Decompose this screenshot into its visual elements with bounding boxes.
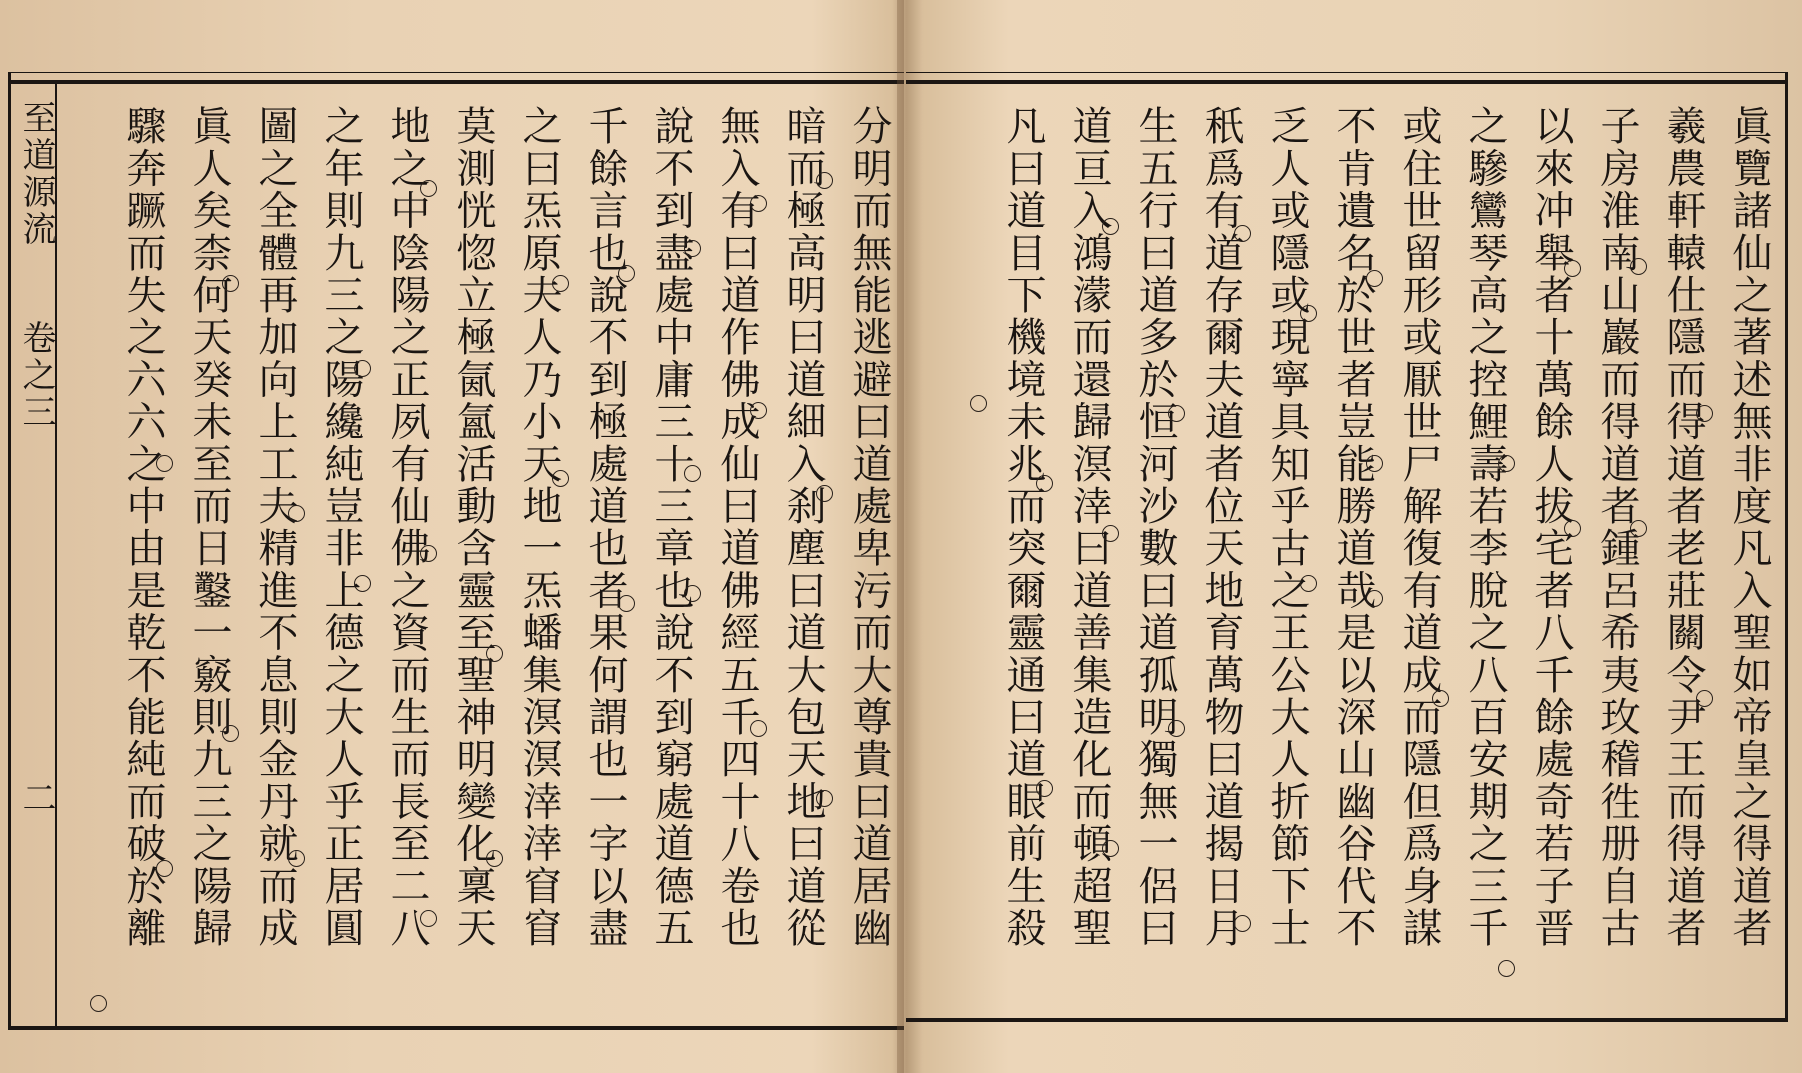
right-column-8: 乏人或隱或現寧具知乎古之王公大人折節下士: [1264, 105, 1310, 949]
punctuation-circle: [1630, 258, 1647, 275]
left-page-bottom-rule: [8, 1026, 904, 1030]
punctuation-circle: [354, 575, 371, 592]
right-column-4: 以來冲舉者十萬餘人拔宅者八千餘處奇若子晋: [1528, 105, 1574, 949]
punctuation-circle: [750, 195, 767, 212]
punctuation-circle: [1432, 690, 1449, 707]
punctuation-circle: [1168, 405, 1185, 422]
punctuation-circle: [420, 910, 437, 927]
left-page-top-rule: [8, 80, 904, 84]
punctuation-circle: [1498, 455, 1515, 472]
hanxin-title: 至道源流: [16, 100, 56, 248]
left-column-12: 驟奔蹶而失之六六之中由是乾不能純而破於離: [120, 105, 166, 949]
punctuation-circle: [1366, 590, 1383, 607]
punctuation-circle: [156, 455, 173, 472]
punctuation-circle: [1564, 520, 1581, 537]
punctuation-circle: [288, 505, 305, 522]
punctuation-circle: [1498, 960, 1515, 977]
punctuation-circle: [750, 402, 767, 419]
left-column-10: 圖之全體再加向上工夫精進不息則金丹就而成: [252, 105, 298, 949]
left-column-2: 暗而極高明曰道細入刹塵曰道大包天地曰道從: [780, 105, 826, 949]
punctuation-circle: [288, 850, 305, 867]
punctuation-circle: [222, 275, 239, 292]
punctuation-circle: [420, 545, 437, 562]
right-column-11: 道亘入鴻濛而還歸溟涬曰道善集造化而頓超聖: [1066, 105, 1112, 949]
punctuation-circle: [486, 645, 503, 662]
punctuation-circle: [684, 465, 701, 482]
punctuation-circle: [354, 360, 371, 377]
punctuation-circle: [1696, 690, 1713, 707]
punctuation-circle: [684, 585, 701, 602]
punctuation-circle: [1234, 915, 1251, 932]
punctuation-circle: [816, 790, 833, 807]
left-column-1: 分明而無能逃避曰道處卑污而大尊貴曰道居幽: [846, 105, 892, 949]
punctuation-circle: [684, 240, 701, 257]
left-column-7: 莫測恍惚立極氤氳活動含靈至聖神明變化稟天: [450, 105, 496, 949]
right-column-5: 之驂鸞琴高之控鯉壽若李脫之八百安期之三千: [1462, 105, 1508, 949]
right-column-9: 秖爲有道存爾夫道者位天地育萬物曰道揭日月: [1198, 105, 1244, 949]
right-column-6: 或住世留形或厭世尸解復有道成而隱但爲身謀: [1396, 105, 1442, 949]
punctuation-circle: [1630, 520, 1647, 537]
punctuation-circle: [618, 265, 635, 282]
punctuation-circle: [1300, 305, 1317, 322]
punctuation-circle: [222, 725, 239, 742]
punctuation-circle: [750, 720, 767, 737]
punctuation-circle: [156, 860, 173, 877]
punctuation-circle: [90, 995, 107, 1012]
punctuation-circle: [816, 172, 833, 189]
right-column-1: 眞覽諸仙之著述無非度凡入聖如帝皇之得道者: [1726, 105, 1772, 949]
left-column-11: 眞人矣柰何天癸未至而日鑿一竅則九三之陽歸: [186, 105, 232, 949]
right-page: [902, 0, 1802, 1073]
punctuation-circle: [1234, 225, 1251, 242]
right-page-outer-rule: [1785, 72, 1788, 1022]
left-column-6: 之曰炁原夫人乃小天地一炁蟠集溟溟涬涬窅窅: [516, 105, 562, 949]
left-column-8: 地之中陰陽之正夙有仙佛之資而生而長至二八: [384, 105, 430, 949]
punctuation-circle: [1036, 475, 1053, 492]
punctuation-circle: [552, 275, 569, 292]
right-page-top-rule: [906, 80, 1786, 84]
punctuation-circle: [1696, 405, 1713, 422]
left-column-5: 千餘言也說不到極處道也者果何謂也一字以盡: [582, 105, 628, 949]
right-column-7: 不肯遺名於世者豈能勝道哉是以深山幽谷代不: [1330, 105, 1376, 949]
left-page-top-thin-rule: [8, 72, 904, 73]
left-column-4: 說不到盡處中庸三十三章也說不到窮處道德五: [648, 105, 694, 949]
punctuation-circle: [970, 395, 987, 412]
punctuation-circle: [1366, 270, 1383, 287]
punctuation-circle: [1168, 720, 1185, 737]
punctuation-circle: [1366, 455, 1383, 472]
punctuation-circle: [1102, 840, 1119, 857]
punctuation-circle: [420, 180, 437, 197]
punctuation-circle: [1102, 218, 1119, 235]
punctuation-circle: [1036, 780, 1053, 797]
punctuation-circle: [618, 595, 635, 612]
punctuation-circle: [816, 485, 833, 502]
right-column-10: 生五行曰道多於恒河沙數曰道孤明獨無一侶曰: [1132, 105, 1178, 949]
right-page-top-thin-rule: [906, 72, 1786, 73]
hanxin-page-number: 二: [16, 780, 56, 817]
left-page-outer-rule: [8, 72, 11, 1030]
left-column-9: 之年則九三之陽纔純豈非上德之大人乎正居圓: [318, 105, 364, 949]
punctuation-circle: [486, 850, 503, 867]
right-column-2: 羲農軒轅仕隱而得道者老莊關令尹王而得道者: [1660, 105, 1706, 949]
punctuation-circle: [1102, 525, 1119, 542]
left-column-3: 無入有曰道作佛成仙曰道佛經五千四十八卷也: [714, 105, 760, 949]
right-column-12: 凡曰道目下機境未兆而突爾靈通曰道眼前生殺: [1000, 105, 1046, 949]
punctuation-circle: [1564, 260, 1581, 277]
punctuation-circle: [552, 470, 569, 487]
punctuation-circle: [1300, 575, 1317, 592]
right-column-3: 子房淮南山巖而得道者鍾呂希夷玫稽徃册自古: [1594, 105, 1640, 949]
left-page: [0, 0, 900, 1073]
hanxin-volume: 卷之三: [16, 320, 56, 431]
